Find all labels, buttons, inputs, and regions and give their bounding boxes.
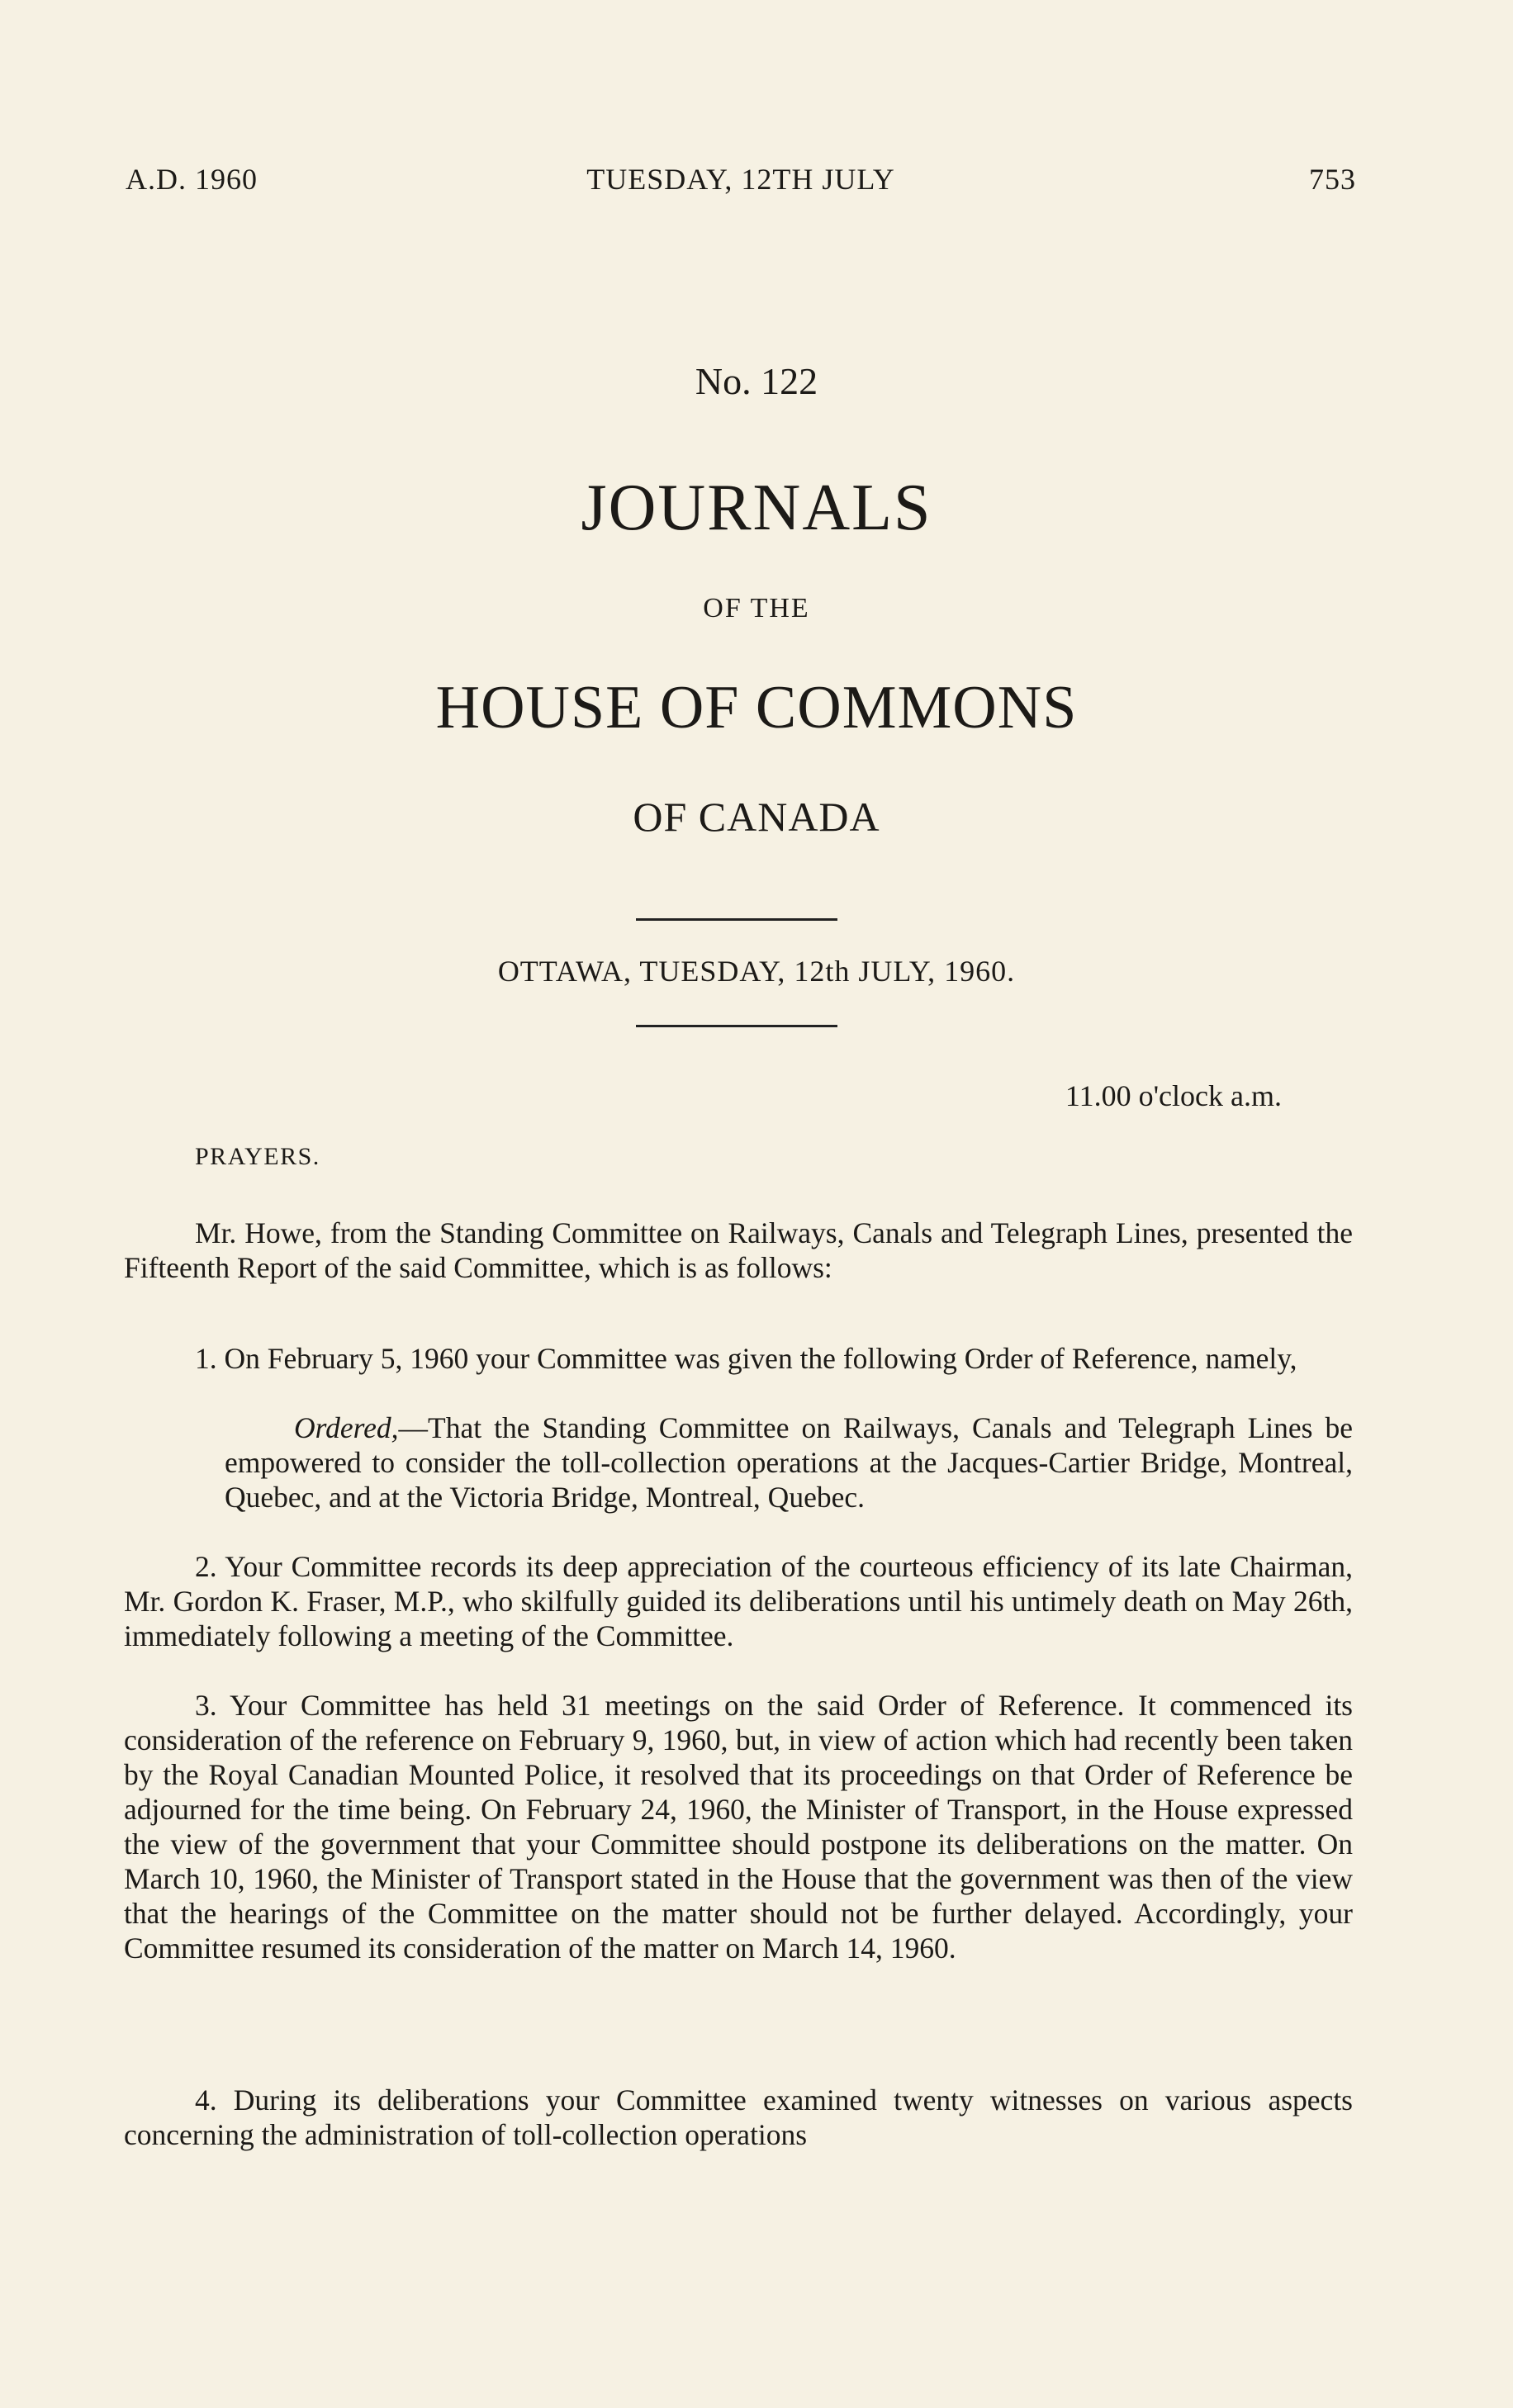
- issue-number: No. 122: [695, 360, 818, 402]
- running-head: [126, 162, 1356, 203]
- paragraph-4-text: 4. During its deliberations your Committee examined twenty witnesses on various aspects concerning the administration of toll-collection operations: [124, 2083, 1353, 2151]
- sitting-time: 11.00 o'clock a.m.: [1065, 1079, 1282, 1112]
- paragraph-2-text: 2. Your Committee records its deep appreciation of the courteous efficiency of its late Chairman, Mr. Gordon K. Fraser, M.P., who skilfully guided its deliberations until his untimely death on May 26th, immediately following a meeting of the Committee.: [124, 1550, 1353, 1652]
- house-of-commons-title: HOUSE OF COMMONS: [435, 674, 1078, 742]
- paragraph-4: [124, 2083, 1353, 2152]
- divider-rule-top: [636, 918, 837, 921]
- quote-rest: —That the Standing Committee on Railways, Canals and Telegraph Lines be empowered to consider the toll-collection operations at the Jacques-Cartier Bridge, Montreal, Quebec, and at the Victoria Bridge, Montreal, Quebec.: [225, 1411, 1353, 1514]
- paragraph-1-text: 1. On February 5, 1960 your Committee was given the following Order of Reference, namely,: [195, 1342, 1297, 1375]
- intro-text: Mr. Howe, from the Standing Committee on Railways, Canals and Telegraph Lines, presented the Fifteenth Report of the said Committee, which is as follows:: [124, 1216, 1353, 1284]
- paragraph-2: [124, 1549, 1353, 1653]
- running-head-year: A.D. 1960: [126, 163, 258, 196]
- quote-text: [225, 1410, 1353, 1514]
- journals-title: JOURNALS: [581, 472, 932, 544]
- divider-rule-bottom: [636, 1025, 837, 1027]
- running-head-date: TUESDAY, 12TH JULY: [586, 163, 895, 196]
- sitting-date: OTTAWA, TUESDAY, 12th JULY, 1960.: [497, 955, 1016, 988]
- of-the-label: OF THE: [703, 593, 810, 623]
- of-canada-label: OF CANADA: [633, 794, 880, 840]
- order-of-reference-quote: [225, 1410, 1353, 1514]
- quote-ordered: Ordered,: [294, 1411, 399, 1444]
- paragraph-1: [124, 1341, 1353, 1376]
- paragraph-3: [124, 1688, 1353, 1965]
- paragraph-3-text: 3. Your Committee has held 31 meetings on the said Order of Reference. It commenced its consideration of the reference on February 9, 1960, but, in view of action which had recently been taken by the Royal Canadian Mounted Police, it resolved that its proceedings on that Order of Reference be adjourned for the time being. On February 24, 1960, the Minister of Transport, in the House expressed the view of the government that your Committee should postpone its deliberations on the matter. On March 10, 1960, the Minister of Transport stated in the House that the government was then of the view that the hearings of the Committee on the matter should not be further delayed. Accordingly, your Committee resumed its consideration of the matter on March 14, 1960.: [124, 1689, 1353, 1965]
- prayers-heading: PRAYERS.: [195, 1143, 320, 1170]
- page-number: 753: [1309, 163, 1356, 196]
- intro-paragraph: [124, 1216, 1353, 1285]
